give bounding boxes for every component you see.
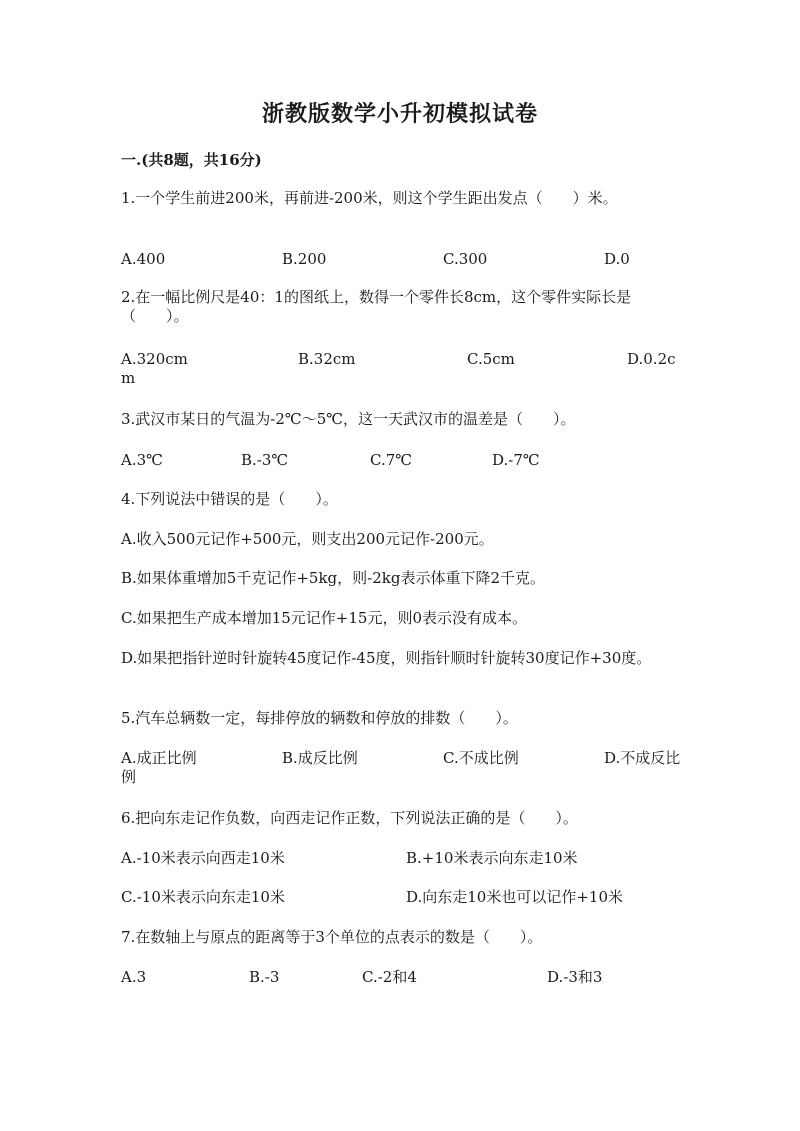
question-1-stem: 1.一个学生前进200米，再前进-200米，则这个学生距出发点（ ）米。 — [121, 189, 618, 207]
section-heading: 一.(共8题，共16分) — [121, 151, 262, 169]
question-1-option-d: D.0 — [604, 250, 630, 268]
question-7-option-a: A.3 — [121, 968, 147, 986]
question-3-option-a: A.3℃ — [121, 451, 163, 469]
question-5-option-b: B.成反比例 — [282, 749, 358, 767]
question-6-option-d: D.向东走10米也可以记作+10米 — [406, 888, 624, 906]
question-4-option-d: D.如果把指针逆时针旋转45度记作-45度，则指针顺时针旋转30度记作+30度。 — [121, 649, 652, 667]
question-6-option-a: A.-10米表示向西走10米 — [121, 849, 285, 867]
question-6-option-c: C.-10米表示向东走10米 — [121, 888, 285, 906]
question-2-option-c: C.5cm — [467, 350, 515, 368]
question-2-option-d: D.0.2cm — [121, 350, 676, 387]
question-6-stem: 6.把向东走记作负数，向西走记作正数，下列说法正确的是（ ）。 — [121, 809, 578, 827]
question-5-option-d: D.不成反比例 — [121, 749, 681, 786]
question-2-stem: 2.在一幅比例尺是40：1的图纸上，数得一个零件长8cm，这个零件实际长是（ ）。 — [121, 288, 632, 325]
question-1-option-b: B.200 — [282, 250, 327, 268]
question-7-option-b: B.-3 — [249, 968, 280, 986]
question-7-stem: 7.在数轴上与原点的距离等于3个单位的点表示的数是（ ）。 — [121, 928, 543, 946]
question-1-option-c: C.300 — [443, 250, 488, 268]
question-2-option-b: B.32cm — [298, 350, 356, 368]
question-5-stem: 5.汽车总辆数一定，每排停放的辆数和停放的排数（ ）。 — [121, 709, 518, 727]
page-title: 浙教版数学小升初模拟试卷 — [261, 101, 538, 127]
question-4-option-c: C.如果把生产成本增加15元记作+15元，则0表示没有成本。 — [121, 609, 527, 627]
question-4-stem: 4.下列说法中错误的是（ ）。 — [121, 490, 338, 508]
question-3-stem: 3.武汉市某日的气温为-2℃～5℃，这一天武汉市的温差是（ ）。 — [121, 410, 576, 428]
question-3-option-b: B.-3℃ — [241, 451, 289, 469]
question-4-option-b: B.如果体重增加5千克记作+5kg，则-2kg表示体重下降2千克。 — [121, 569, 545, 587]
question-1-option-a: A.400 — [121, 250, 166, 268]
question-7-option-d: D.-3和3 — [547, 968, 603, 986]
question-4-option-a: A.收入500元记作+500元，则支出200元记作-200元。 — [121, 530, 494, 548]
question-6-option-b: B.+10米表示向东走10米 — [406, 849, 578, 867]
question-3-option-d: D.-7℃ — [492, 451, 540, 469]
question-5-option-c: C.不成比例 — [443, 749, 519, 767]
question-3-option-c: C.7℃ — [370, 451, 413, 469]
question-2-option-a: A.320cm — [121, 350, 188, 368]
question-5-option-a: A.成正比例 — [121, 749, 197, 767]
question-7-option-c: C.-2和4 — [362, 968, 417, 986]
